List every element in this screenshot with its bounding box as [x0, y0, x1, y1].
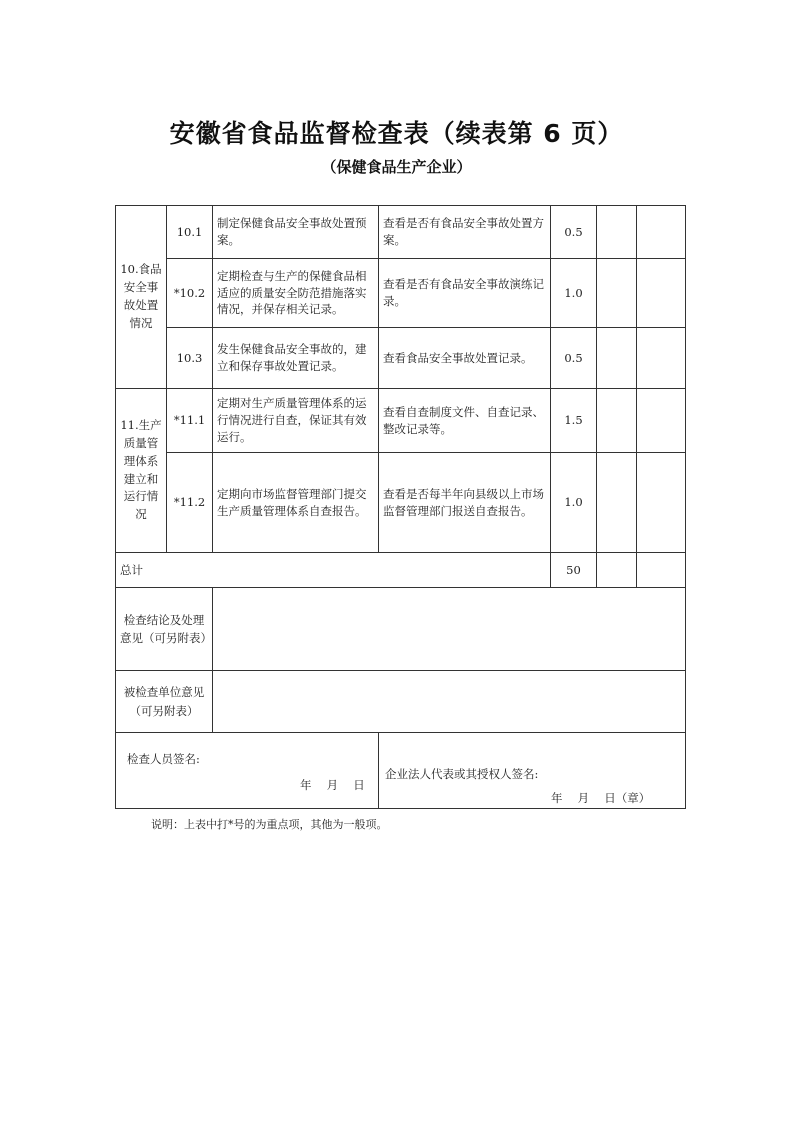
item-number-cell: 10.1 [167, 206, 213, 259]
conclusion-row [116, 588, 686, 671]
result-cell[interactable] [597, 453, 637, 553]
section-category-cell: 10.食品安全事故处置情况 [116, 206, 167, 389]
item-score-cell: 1.5 [551, 389, 597, 453]
total-row [116, 553, 686, 588]
table-row [116, 328, 686, 389]
inspector-date: 年 月 日 [300, 778, 365, 792]
item-score-cell: 1.0 [551, 259, 597, 328]
remark-cell[interactable] [637, 453, 686, 553]
item-number-cell: *10.2 [167, 259, 213, 328]
result-cell[interactable] [597, 206, 637, 259]
item-number-cell: *11.2 [167, 453, 213, 553]
table-row [116, 389, 686, 453]
conclusion-label: 检查结论及处理意见（可另附表） [116, 588, 213, 671]
enterprise-signature-label: 企业法人代表或其授权人签名: [385, 767, 539, 781]
item-requirement-cell: 制定保健食品安全事故处置预案。 [213, 206, 379, 259]
total-label: 总计 [116, 553, 551, 588]
item-method-cell: 查看是否有食品安全事故处置方案。 [379, 206, 551, 259]
opinion-row [116, 671, 686, 733]
inspector-signature-cell[interactable] [116, 733, 379, 809]
item-score-cell: 1.0 [551, 453, 597, 553]
result-cell[interactable] [597, 259, 637, 328]
result-cell[interactable] [597, 553, 637, 588]
enterprise-date: 年 月 日（章） [551, 791, 651, 805]
remark-cell[interactable] [637, 206, 686, 259]
enterprise-signature-cell[interactable] [379, 733, 686, 809]
result-cell[interactable] [597, 328, 637, 389]
opinion-label: 被检查单位意见（可另附表） [116, 671, 213, 733]
item-requirement-cell: 定期对生产质量管理体系的运行情况进行自查，保证其有效运行。 [213, 389, 379, 453]
table-row [116, 453, 686, 553]
inspection-table [115, 205, 686, 809]
item-requirement-cell: 定期检查与生产的保健食品相适应的质量安全防范措施落实情况，并保存相关记录。 [213, 259, 379, 328]
signature-row [116, 733, 686, 809]
remark-cell[interactable] [637, 328, 686, 389]
table-row [116, 259, 686, 328]
item-requirement-cell: 定期向市场监督管理部门提交生产质量管理体系自查报告。 [213, 453, 379, 553]
remark-cell[interactable] [637, 259, 686, 328]
conclusion-field[interactable] [213, 588, 686, 671]
table-row [116, 206, 686, 259]
item-score-cell: 0.5 [551, 206, 597, 259]
page-subtitle: （保健食品生产企业） [321, 158, 472, 176]
item-method-cell: 查看自查制度文件、自查记录、整改记录等。 [379, 389, 551, 453]
opinion-field[interactable] [213, 671, 686, 733]
item-method-cell: 查看是否有食品安全事故演练记录。 [379, 259, 551, 328]
inspector-signature-label: 检查人员签名: [127, 752, 200, 766]
item-method-cell: 查看是否每半年向县级以上市场监督管理部门报送自查报告。 [379, 453, 551, 553]
page-title: 安徽省食品监督检查表（续表第 6 页） [169, 119, 624, 148]
item-number-cell: 10.3 [167, 328, 213, 389]
footnote: 说明：上表中打*号的为重点项，其他为一般项。 [151, 818, 388, 831]
item-requirement-cell: 发生保健食品安全事故的，建立和保存事故处置记录。 [213, 328, 379, 389]
result-cell[interactable] [597, 389, 637, 453]
item-number-cell: *11.1 [167, 389, 213, 453]
remark-cell[interactable] [637, 553, 686, 588]
section-category-cell: 11.生产质量管理体系建立和运行情况 [116, 389, 167, 553]
item-method-cell: 查看食品安全事故处置记录。 [379, 328, 551, 389]
total-value: 50 [551, 553, 597, 588]
remark-cell[interactable] [637, 389, 686, 453]
item-score-cell: 0.5 [551, 328, 597, 389]
